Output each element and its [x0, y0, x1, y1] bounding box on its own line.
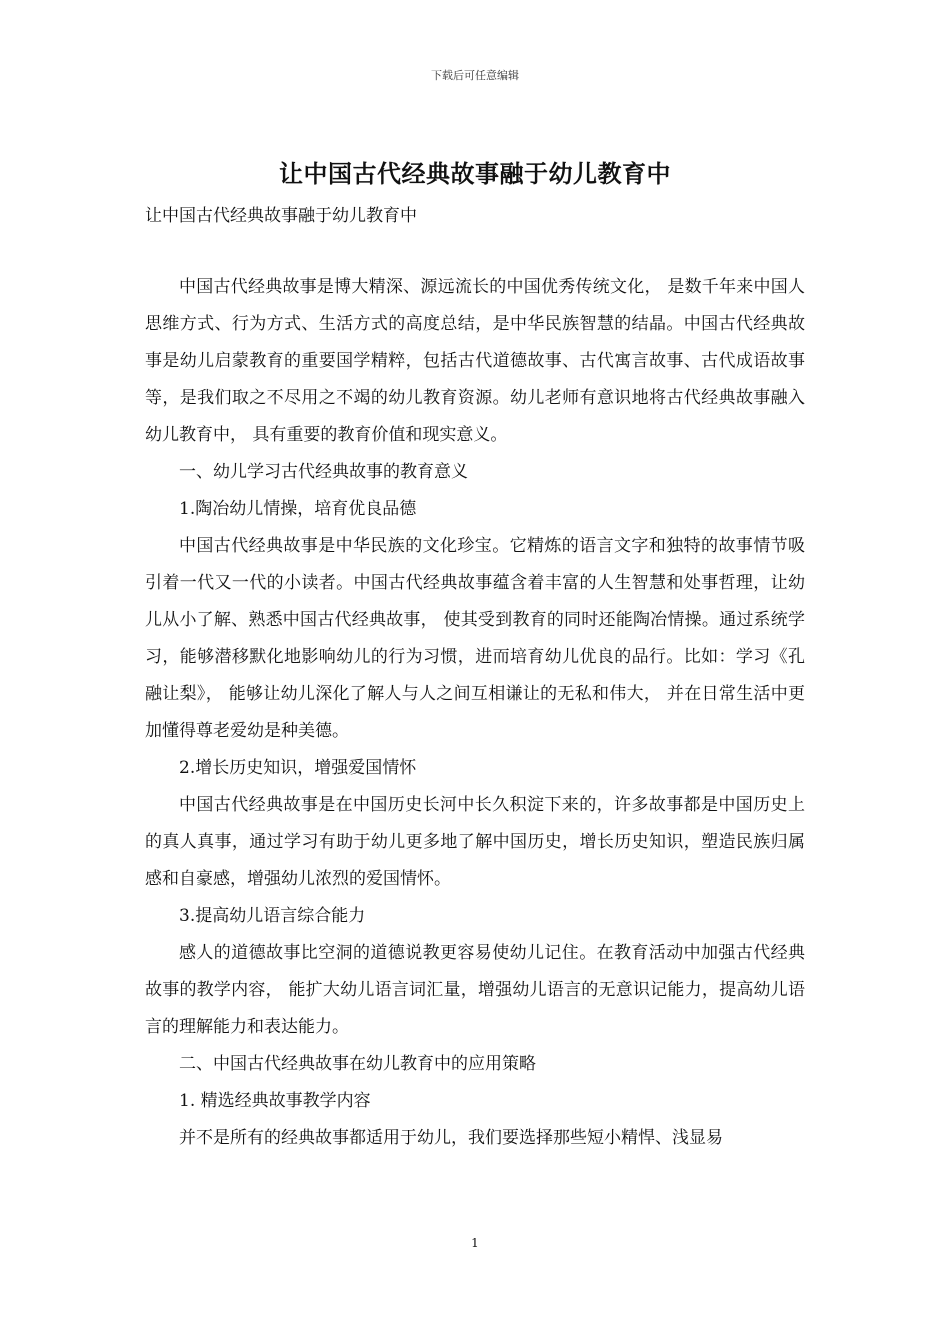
section-heading-2: 二、中国古代经典故事在幼儿教育中的应用策略: [179, 1054, 536, 1074]
subsection-heading-1-2: 2.增长历史知识，增强爱国情怀: [179, 758, 417, 778]
subsection-heading-2-1: 1. 精选经典故事教学内容: [179, 1091, 371, 1111]
section-heading-1: 一、幼儿学习古代经典故事的教育意义: [179, 462, 468, 482]
document-title: 让中国古代经典故事融于幼儿教育中: [279, 160, 671, 188]
paragraph-1-3: 感人的道德故事比空洞的道德说教更容易使幼儿记住。在教育活动中加强古代经典故事的教学内容， 能扩大幼儿语言词汇量，增强幼儿语言的无意识记能力，提高幼儿语言的理解能力和表达能力。: [145, 943, 805, 1037]
page-number: 1: [471, 1236, 479, 1250]
subsection-heading-1-1: 1.陶冶幼儿情操，培育优良品德: [179, 499, 417, 519]
paragraph-intro: 中国古代经典故事是博大精深、源远流长的中国优秀传统文化， 是数千年来中国人思维方式、行为方式、生活方式的高度总结，是中华民族智慧的结晶。中国古代经典故事是幼儿启蒙教育的重要国学精粹，包括古代道德故事、古代寓言故事、古代成语故事等，是我们取之不尽用之不竭的幼儿教育资源。幼儿老师有意识地将古代经典故事融入幼儿教育中， 具有重要的教育价值和现实意义。: [145, 277, 805, 445]
subsection-heading-1-3: 3.提高幼儿语言综合能力: [179, 906, 366, 926]
document-subtitle: 让中国古代经典故事融于幼儿教育中: [145, 206, 417, 226]
document-body: [145, 269, 805, 1157]
paragraph-1-2: 中国古代经典故事是在中国历史长河中长久积淀下来的，许多故事都是中国历史上的真人真事，通过学习有助于幼儿更多地了解中国历史，增长历史知识，塑造民族归属感和自豪感，增强幼儿浓烈的爱国情怀。: [145, 795, 805, 889]
page-header: 下载后可任意编辑: [431, 69, 519, 82]
paragraph-1-1: 中国古代经典故事是中华民族的文化珍宝。它精炼的语言文字和独特的故事情节吸引着一代又一代的小读者。中国古代经典故事蕴含着丰富的人生智慧和处事哲理，让幼儿从小了解、熟悉中国古代经典故事， 使其受到教育的同时还能陶冶情操。通过系统学习，能够潜移默化地影响幼儿的行为习惯，进而培育幼儿优良的品行。比如：学习《孔融让梨》， 能够让幼儿深化了解人与人之间互相谦让的无私和伟大， 并在日常生活中更加懂得尊老爱幼是种美德。: [145, 536, 805, 741]
paragraph-2-1: 并不是所有的经典故事都适用于幼儿，我们要选择那些短小精悍、浅显易: [179, 1128, 723, 1148]
